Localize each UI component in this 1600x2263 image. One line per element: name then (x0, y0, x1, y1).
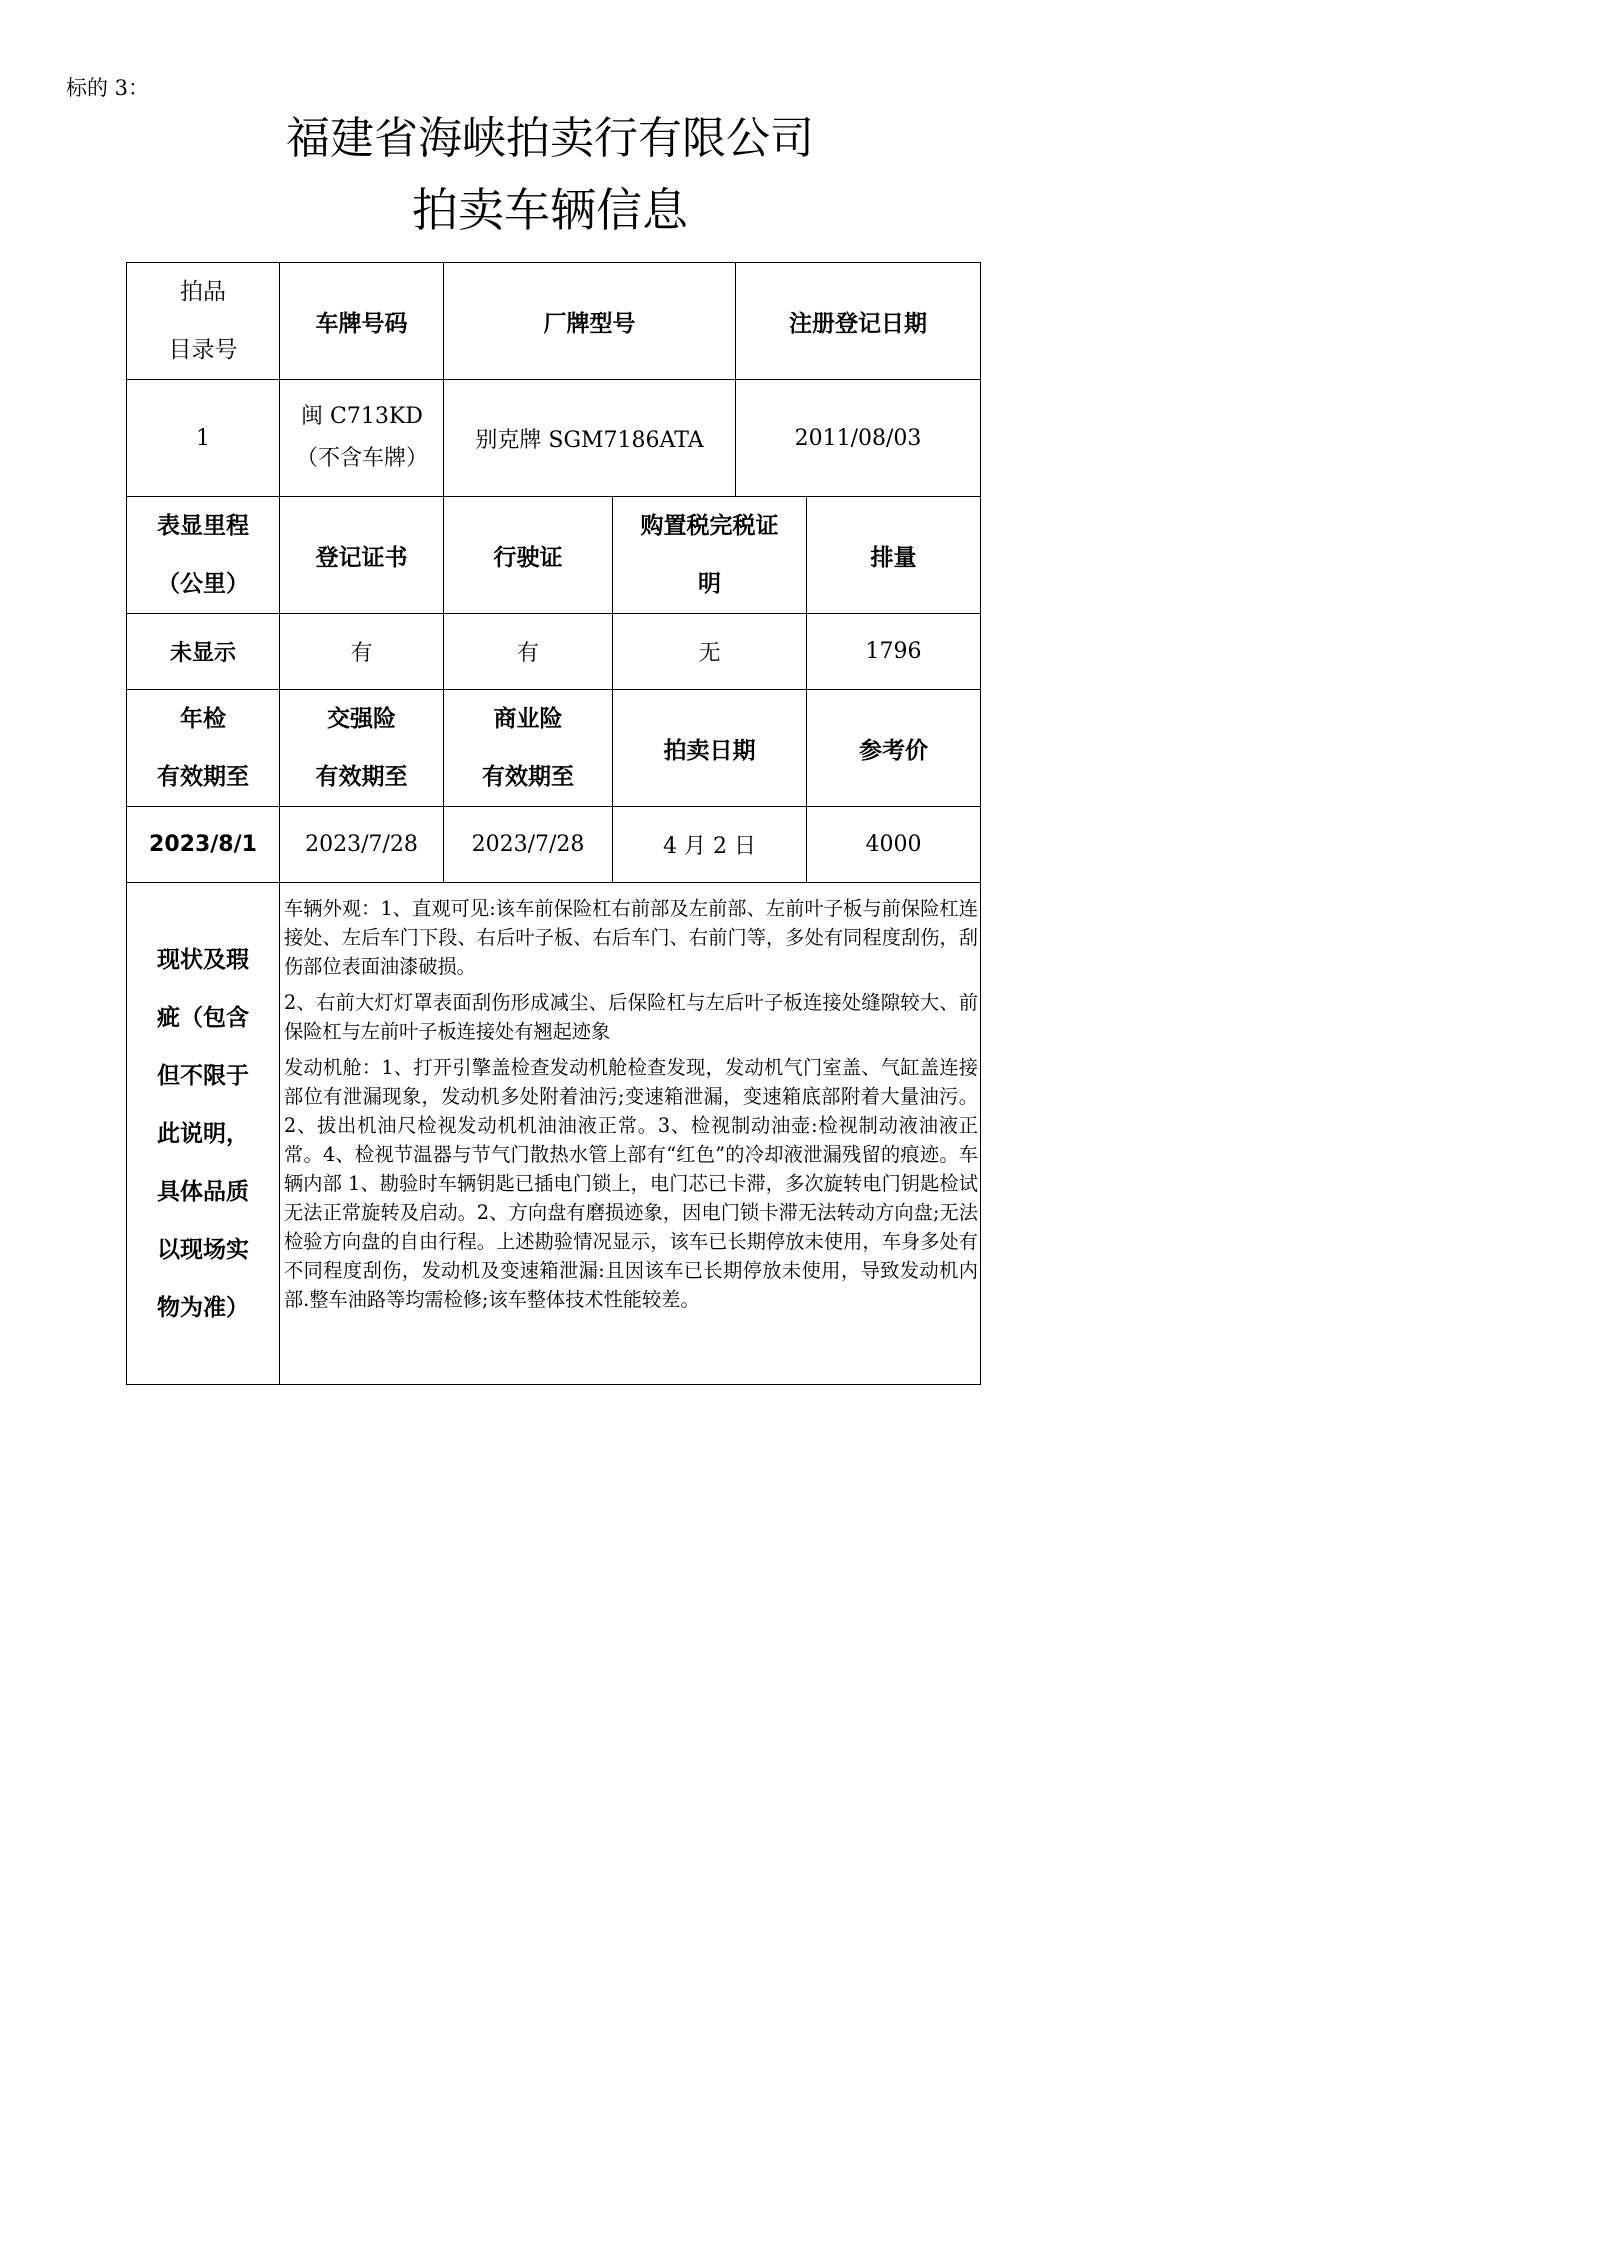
value-lot-number: 1 (196, 425, 210, 451)
header-registration-certificate: 登记证书 (315, 544, 408, 571)
header-reference-price: 参考价 (859, 737, 928, 764)
header-commercial-insurance: 商业险 有效期至 (482, 706, 574, 790)
header-plate-number: 车牌号码 (315, 310, 408, 337)
value-displacement: 1796 (865, 639, 922, 664)
company-name: 福建省海峡拍卖行有限公司 (286, 113, 814, 164)
header-mileage: 表显里程 （公里） (157, 513, 249, 597)
value-plate-number: 闽 C713KD（不含车牌） (295, 404, 428, 471)
condition-description (284, 894, 978, 1378)
condition-paragraph-exterior: 车辆外观：1、直观可见:该车前保险杠右前部及左前部、左前叶子板与前保险杠连接处、左后车门下段、右后叶子板、右后车门、右前门等，多处有同程度刮伤，刮伤部位表面油漆破损。 (284, 897, 978, 978)
value-registration-date: 2011/08/03 (794, 425, 922, 451)
header-brand-model: 厂牌型号 (543, 310, 636, 337)
condition-paragraph-exterior-2: 2、右前大灯灯罩表面刮伤形成减尘、后保险杠与左后叶子板连接处缝隙较大、前保险杠与左前叶子板连接处有翘起迹象 (284, 991, 978, 1043)
header-annual-inspection: 年检 有效期至 (157, 706, 249, 790)
header-purchase-tax-certificate: 购置税完税证 明 (640, 513, 779, 597)
value-annual-inspection: 2023/8/1 (149, 832, 257, 857)
value-auction-date: 4 月 2 日 (663, 834, 756, 859)
value-mileage: 未显示 (169, 641, 236, 666)
header-compulsory-insurance: 交强险 有效期至 (315, 706, 408, 790)
lot-label: 标的 3： (66, 76, 150, 100)
header-auction-date: 拍卖日期 (663, 737, 756, 764)
value-brand-model: 别克牌 SGM7186ATA (475, 427, 704, 453)
header-registration-date: 注册登记日期 (789, 310, 927, 337)
value-commercial-insurance: 2023/7/28 (471, 832, 585, 857)
value-purchase-tax-certificate: 无 (698, 641, 721, 666)
condition-paragraph-engine: 发动机舱：1、打开引擎盖检查发动机舱检查发现，发动机气门室盖、气缸盖连接部位有泄漏现象，发动机多处附着油污;变速箱泄漏，变速箱底部附着大量油污。2、拔出机油尺检视发动机机油油液正常。3、检视制动油壶:检视制动液油液正常。4、检视节温器与节气门散热水管上部有“红色”的冷却液泄漏残留的痕迹。车辆内部 1、勘验时车辆钥匙已插电门锁上，电门芯已卡滞，多次旋转电门钥匙检试无法正常旋转及启动。2、方向盘有磨损迹象，因电门锁卡滞无法转动方向盘;无法检验方向盘的自由行程。上述勘验情况显示，该车已长期停放未使用，车身多处有不同程度刮伤，发动机及变速箱泄漏:且因该车已长期停放未使用，导致发动机内部.整车油路等均需检修;该车整体技术性能较差。 (284, 1056, 978, 1311)
header-driving-license: 行驶证 (493, 544, 563, 571)
header-displacement: 排量 (870, 544, 917, 571)
header-lot-number: 拍品 目录号 (168, 279, 238, 363)
value-driving-license: 有 (516, 641, 539, 666)
value-compulsory-insurance: 2023/7/28 (305, 832, 418, 857)
value-reference-price: 4000 (865, 832, 922, 857)
condition-label: 现状及瑕 疵（包含 但不限于 此说明， 具体品质 以现场实 物为准） (157, 946, 249, 1321)
value-registration-certificate: 有 (350, 641, 373, 666)
document-title: 拍卖车辆信息 (412, 183, 688, 237)
